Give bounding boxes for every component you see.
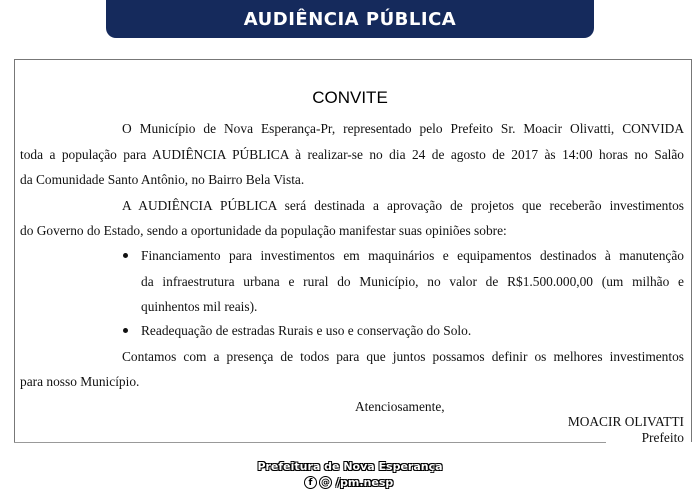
paragraph-3-line-2: para nosso Município. bbox=[20, 374, 140, 389]
paragraph-2-line-1: A AUDIÊNCIA PÚBLICA será destinada a aprovação de projetos que receberão investimentos bbox=[122, 198, 684, 213]
footer-handle: /pm.nesp bbox=[336, 476, 394, 489]
bullet-2-marker bbox=[123, 328, 128, 333]
closing-text: Atenciosamente, bbox=[355, 399, 445, 414]
paragraph-1-line-3: da Comunidade Santo Antônio, no Bairro Bela Vista. bbox=[20, 172, 305, 187]
paragraph-1-line-2: toda a população para AUDIÊNCIA PÚBLICA à realizar-se no dia 24 de agosto de 2017 às 14:00 horas no Salão bbox=[20, 147, 684, 162]
signature-name: MOACIR OLIVATTI bbox=[567, 414, 684, 429]
header-banner bbox=[106, 0, 594, 38]
footer-org-name: Prefeitura de Nova Esperança bbox=[257, 460, 443, 473]
bullet-1-line-3: quinhentos mil reais). bbox=[141, 299, 258, 314]
letter-heading: CONVITE bbox=[312, 88, 388, 107]
paragraph-3-line-1: Contamos com a presença de todos para que juntos possamos definir os melhores investimentos bbox=[122, 349, 684, 364]
banner-title: AUDIÊNCIA PÚBLICA bbox=[243, 8, 457, 30]
footer-social bbox=[304, 476, 393, 489]
bullet-1-line-1: Financiamento para investimentos em maquinários e equipamentos destinados à manutenção bbox=[141, 248, 684, 263]
document-bottom-rule bbox=[14, 442, 606, 443]
bullet-1-line-2: da infraestrutura urbana e rural do Município, no valor de R$1.500.000,00 (um milhão e bbox=[141, 274, 684, 289]
paragraph-1-line-1: O Município de Nova Esperança-Pr, representado pelo Prefeito Sr. Moacir Olivatti, CONVIDA bbox=[122, 121, 684, 136]
bullet-1-marker bbox=[123, 253, 128, 258]
facebook-icon: f bbox=[304, 476, 317, 489]
paragraph-2-line-2: do Governo do Estado, sendo a oportunidade da população manifestar suas opiniões sobre: bbox=[20, 223, 507, 238]
instagram-icon: @ bbox=[321, 477, 330, 488]
bullet-2-text: Readequação de estradas Rurais e uso e conservação do Solo. bbox=[141, 323, 472, 338]
signature-role: Prefeito bbox=[641, 430, 684, 445]
